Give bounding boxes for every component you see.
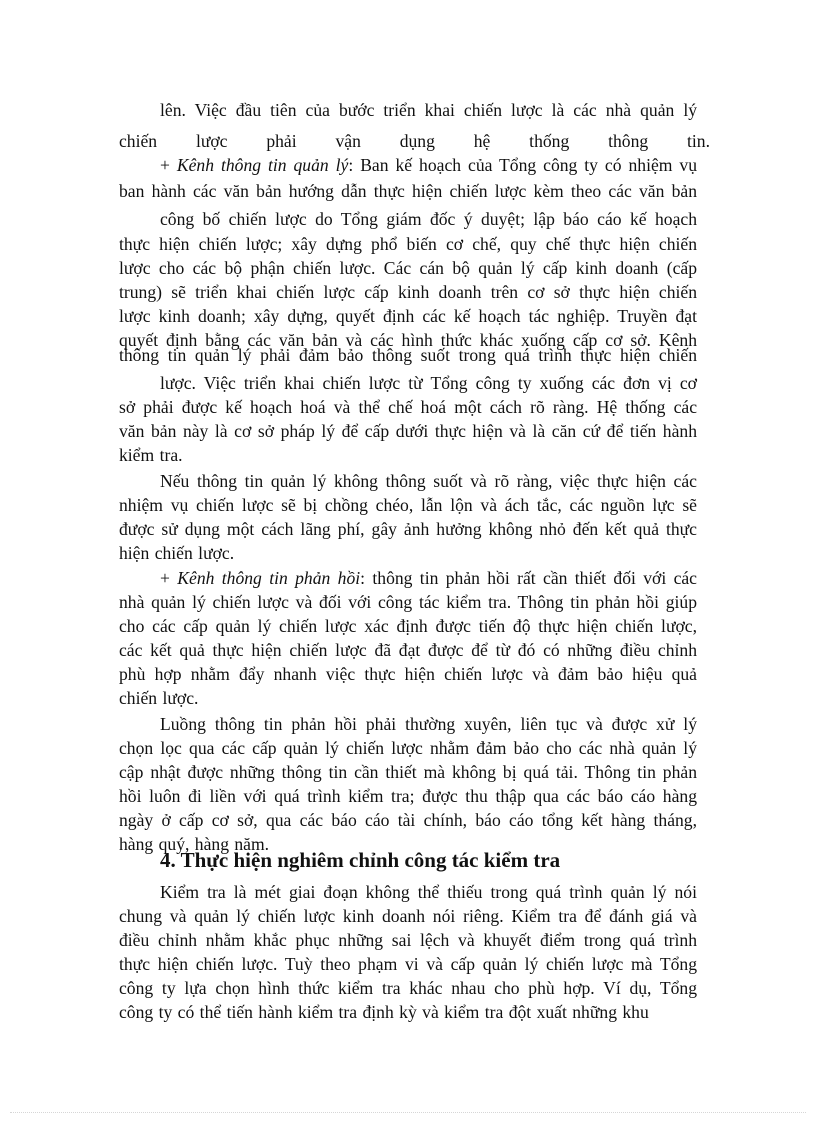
- text-line: ngày ở cấp cơ sở, qua các báo cáo tài chính, báo cáo tổng kết hàng tháng,: [119, 810, 697, 830]
- text-line: chọn lọc qua các cấp quản lý chiến lược nhằm đảm bảo cho các nhà quản lý: [119, 738, 697, 758]
- text-line: chung và quản lý chiến lược kinh doanh nói riêng. Kiểm tra để đánh giá và: [119, 906, 697, 926]
- text-line: văn bản này là cơ sở pháp lý để cấp dưới thực hiện và là căn cứ để tiến hành: [119, 421, 697, 441]
- text-line: lên. Việc đầu tiên của bước triển khai chiến lược là các nhà quản lý: [160, 100, 697, 120]
- feedback-channel-label: Kênh thông tin phản hồi: [177, 568, 361, 588]
- text-line: Kiểm tra là mét giai đoạn không thể thiếu trong quá trình quản lý nói: [160, 882, 697, 902]
- text-line: điều chỉnh nhằm khắc phục những sai lệch và khuyết điểm trong quá trình: [119, 930, 697, 950]
- text-line: Nếu thông tin quản lý không thông suốt và rõ ràng, việc thực hiện các: [160, 471, 697, 491]
- text-line: lược. Việc triển khai chiến lược từ Tổng công ty xuống các đơn vị cơ: [160, 373, 697, 393]
- text-line: chiến lược phải vận dụng hệ thống thông tin.: [119, 131, 710, 151]
- text-line: hàng quý, hàng năm.: [119, 834, 270, 854]
- bullet-prefix: +: [160, 568, 178, 588]
- text-line: phù hợp nhằm đẩy nhanh việc thực hiện chiến lược và đảm bảo hiệu quả: [119, 664, 697, 684]
- page-bottom-divider: [10, 1112, 806, 1113]
- text-line: sở phải được kế hoạch hoá và thể chế hoá một cách rõ ràng. Hệ thống các: [119, 397, 697, 417]
- management-channel-text: : Ban kế hoạch của Tổng công ty có nhiệm vụ: [348, 155, 698, 175]
- text-line: cập nhật được những thông tin cần thiết mà không bị quá tải. Thông tin phản: [119, 762, 697, 782]
- text-line: công ty có thể tiến hành kiểm tra định kỳ và kiểm tra đột xuất những khu: [119, 1002, 649, 1022]
- text-line: các kết quả thực hiện chiến lược đã đạt được để từ đó có những điều chỉnh: [119, 640, 697, 660]
- text-line: quyết định bằng các văn bản và các hình thức khác xuống cấp cơ sở. Kênh: [119, 330, 697, 350]
- text-line: công bố chiến lược do Tổng giám đốc ý duyệt; lập báo cáo kế hoạch: [160, 209, 697, 229]
- text-line: công ty lựa chọn hình thức kiểm tra khác nhau cho phù hợp. Ví dụ, Tổng: [119, 978, 697, 998]
- paragraph-feedback-channel: [160, 567, 697, 589]
- feedback-channel-text: : thông tin phản hồi rất cần thiết đối với các: [360, 568, 697, 588]
- text-line: kiểm tra.: [119, 445, 183, 465]
- text-line: thực hiện chiến lược. Tuỳ theo phạm vi và cấp quản lý chiến lược mà Tổng: [119, 954, 697, 974]
- text-line: cho các cấp quản lý chiến lược xác định được tiến độ thực hiện chiến lược,: [119, 616, 697, 636]
- section-heading: 4. Thực hiện nghiêm chỉnh công tác kiểm tra: [160, 848, 561, 872]
- text-line: nhiệm vụ chiến lược sẽ bị chồng chéo, lẫn lộn và ách tắc, các nguồn lực sẽ: [119, 495, 697, 515]
- text-line: Luồng thông tin phản hồi phải thường xuyên, liên tục và được xử lý: [160, 714, 697, 734]
- text-line: lược cho các bộ phận chiến lược. Các cán bộ quản lý cấp kinh doanh (cấp: [119, 258, 697, 278]
- text-line: ban hành các văn bản hướng dẫn thực hiện chiến lược kèm theo các văn bản: [119, 181, 697, 201]
- text-line: thực hiện chiến lược; xây dựng phổ biến cơ chế, quy chế thực hiện chiến: [119, 234, 697, 254]
- text-line: thông tin quản lý phải đảm bảo thông suốt trong quá trình thực hiện chiến: [119, 345, 697, 365]
- text-line: trung) sẽ triển khai chiến lược cấp kinh doanh trên cơ sở thực hiện chiến: [119, 282, 697, 302]
- management-channel-label: Kênh thông tin quản lý: [176, 155, 349, 175]
- text-line: nhà quản lý chiến lược và đối với công tác kiểm tra. Thông tin phản hồi giúp: [119, 592, 697, 612]
- paragraph-management-channel: [160, 154, 697, 176]
- text-line: được sử dụng một cách lãng phí, gây ảnh hưởng không nhỏ đến kết quả thực: [119, 519, 697, 539]
- text-line: chiến lược.: [119, 688, 199, 708]
- text-line: hiện chiến lược.: [119, 543, 235, 563]
- text-line: hồi luôn đi liền với quá trình kiểm tra; được thu thập qua các báo cáo hàng: [119, 786, 697, 806]
- bullet-prefix: +: [160, 155, 177, 175]
- text-line: lược kinh doanh; xây dựng, quyết định các kế hoạch tác nghiệp. Truyền đạt: [119, 306, 697, 326]
